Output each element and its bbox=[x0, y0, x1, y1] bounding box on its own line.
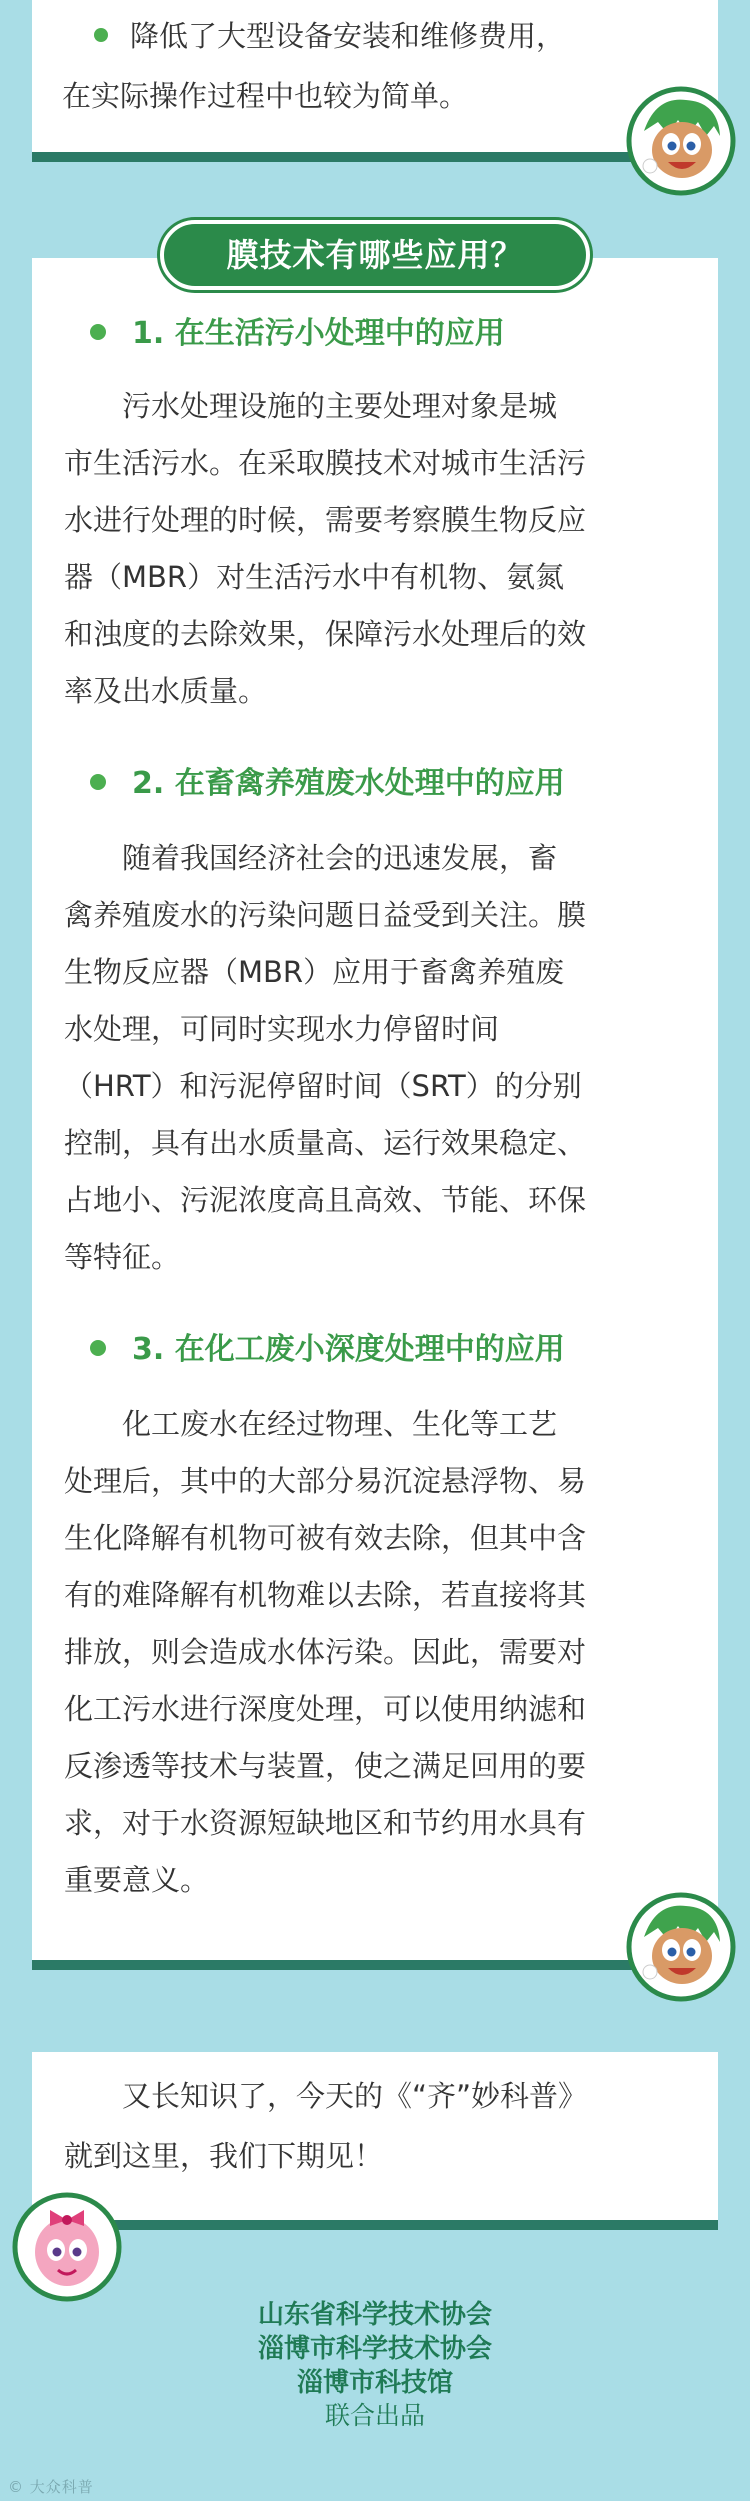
section-3-body bbox=[64, 1396, 688, 1909]
text-line: 化工废水在经过物理、生化等工艺 bbox=[64, 1407, 558, 1441]
text-line: 水处理，可同时实现水力停留时间 bbox=[64, 1012, 500, 1046]
section-1-heading-text: 1. 在生活污小处理中的应用 bbox=[132, 316, 505, 351]
card-bottom-bar bbox=[32, 2220, 718, 2230]
intro-bullet bbox=[94, 10, 565, 62]
text-line: 禽养殖废水的污染问题日益受到关注。膜 bbox=[64, 898, 587, 932]
closing-line-2: 就到这里，我们下期见！ bbox=[64, 2139, 384, 2173]
text-line: 器（MBR）对生活污水中有机物、氨氮 bbox=[64, 560, 565, 594]
text-line: 占地小、污泥浓度高且高效、节能、环保 bbox=[64, 1183, 587, 1217]
closing-card bbox=[32, 2052, 718, 2230]
text-line: 率及出水质量。 bbox=[64, 674, 268, 708]
text-line: 生化降解有机物可被有效去除，但其中含 bbox=[64, 1521, 587, 1555]
text-line: 等特征。 bbox=[64, 1240, 181, 1274]
section-1-heading bbox=[90, 312, 505, 356]
text-line: 和浊度的去除效果，保障污水处理后的效 bbox=[64, 617, 587, 651]
card-bottom-bar bbox=[32, 1960, 718, 1970]
text-line: 重要意义。 bbox=[64, 1863, 210, 1897]
text-line: 污水处理设施的主要处理对象是城 bbox=[64, 389, 558, 423]
boy-mascot-icon bbox=[626, 1892, 736, 2002]
bullet-dot-icon bbox=[90, 324, 106, 340]
watermark: © 大众科普 bbox=[8, 2478, 94, 2496]
section-3-heading bbox=[90, 1328, 565, 1372]
closing-line-1: 又长知识了，今天的《“齐”妙科普》 bbox=[64, 2079, 588, 2113]
text-line: 水进行处理的时候，需要考察膜生物反应 bbox=[64, 503, 587, 537]
section-3-heading-text: 3. 在化工废小深度处理中的应用 bbox=[132, 1332, 565, 1367]
text-line: （HRT）和污泥停留时间（SRT）的分别 bbox=[64, 1069, 582, 1103]
bullet-dot-icon bbox=[90, 774, 106, 790]
text-line: 处理后，其中的大部分易沉淀悬浮物、易 bbox=[64, 1464, 587, 1498]
card-bottom-bar bbox=[32, 152, 718, 162]
footer-org-3: 淄博市科技馆 bbox=[296, 2368, 453, 2398]
boy-mascot-icon bbox=[626, 86, 736, 196]
bullet-dot-icon bbox=[94, 28, 108, 42]
section-title-pill: 膜技术有哪些应用？ bbox=[160, 220, 590, 290]
footer-credit: 联合出品 bbox=[324, 2401, 425, 2430]
section-2-heading-text: 2. 在畜禽养殖废水处理中的应用 bbox=[132, 766, 565, 801]
intro-line-1: 降低了大型设备安装和维修费用， bbox=[130, 19, 566, 53]
text-line: 有的难降解有机物难以去除，若直接将其 bbox=[64, 1578, 587, 1612]
intro-card bbox=[32, 0, 718, 162]
text-line: 控制，具有出水质量高、运行效果稳定、 bbox=[64, 1126, 587, 1160]
bullet-dot-icon bbox=[90, 1340, 106, 1356]
text-line: 反渗透等技术与装置，使之满足回用的要 bbox=[64, 1749, 587, 1783]
footer-org-2: 淄博市科学技术协会 bbox=[257, 2334, 492, 2364]
text-line: 随着我国经济社会的迅速发展，畜 bbox=[64, 841, 558, 875]
text-line: 化工污水进行深度处理，可以使用纳滤和 bbox=[64, 1692, 587, 1726]
text-line: 生物反应器（MBR）应用于畜禽养殖废 bbox=[64, 955, 565, 989]
footer-org-1: 山东省科学技术协会 bbox=[257, 2300, 492, 2330]
text-line: 市生活污水。在采取膜技术对城市生活污 bbox=[64, 446, 587, 480]
text-line: 排放，则会造成水体污染。因此，需要对 bbox=[64, 1635, 587, 1669]
section-2-heading bbox=[90, 762, 565, 806]
section-1-body bbox=[64, 378, 688, 720]
intro-line-2: 在实际操作过程中也较为简单。 bbox=[62, 79, 469, 113]
section-2-body bbox=[64, 830, 688, 1286]
text-line: 求，对于水资源短缺地区和节约用水具有 bbox=[64, 1806, 587, 1840]
girl-mascot-icon bbox=[12, 2192, 122, 2302]
